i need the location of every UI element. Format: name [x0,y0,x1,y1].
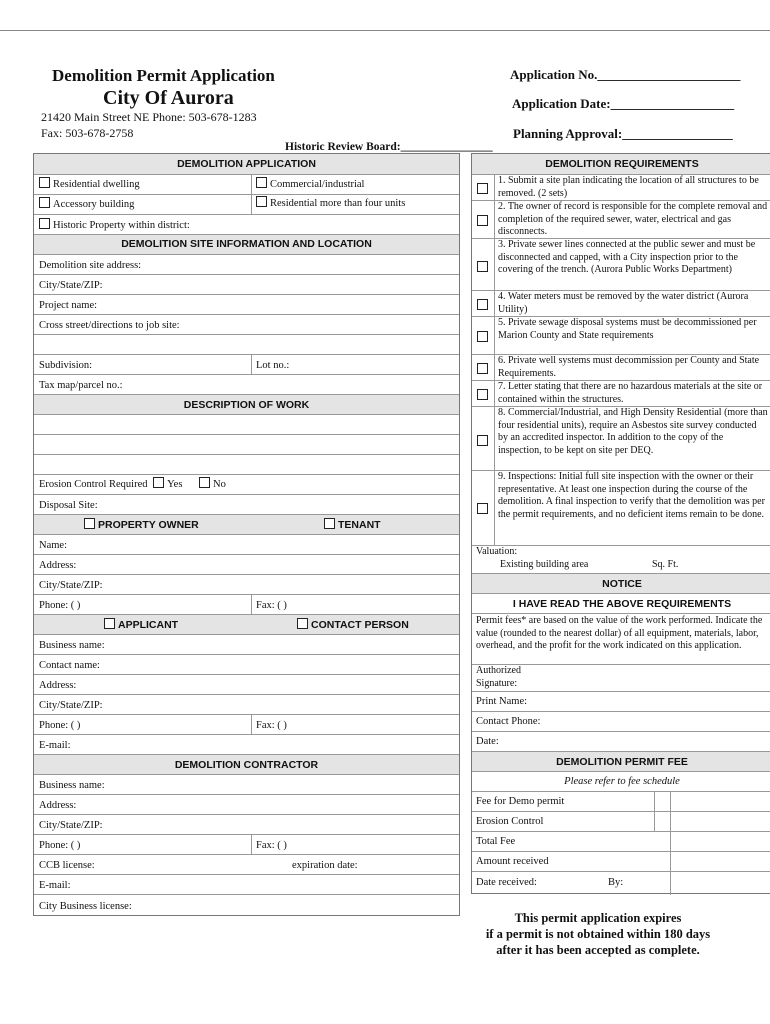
requirement-1-text: 1. Submit a site plan indicating the location of all structures to be removed. (2 sets) [498,175,759,199]
historic-property-label: Historic Property within district: [53,220,190,231]
subdivision-row [34,354,459,374]
date-received-row [472,871,770,893]
subdivision-field[interactable]: Subdivision: [39,360,93,371]
requirement-item [472,290,770,316]
top-rule [0,30,770,31]
existing-area-label: Existing building area [500,558,589,570]
requirement-2-text: 2. The owner of record is responsible for the complete removal and completion of the required sewer, water, electrical and gas disconnects. [498,201,768,238]
requirement-5-checkbox[interactable] [477,331,488,342]
requirement-2-checkbox[interactable] [477,215,488,226]
requirement-7-text: 7. Letter stating that there are no hazardous materials at the site or contained within the structures. [498,381,763,405]
contractor-address-field[interactable]: Address: [34,794,459,814]
fee-demo-permit-row[interactable]: Fee for Demo permit [472,791,770,811]
office-fax: Fax: 503-678-2758 [41,126,134,140]
residential-four-units-label: Residential more than four units [270,198,406,209]
valuation-block[interactable] [472,545,770,573]
have-read-requirements: I HAVE READ THE ABOVE REQUIREMENTS [472,593,770,613]
cross-street-field[interactable]: Cross street/directions to job site: [34,314,459,334]
section-demolition-requirements: DEMOLITION REQUIREMENTS [472,154,770,174]
requirement-3-text: 3. Private sewer lines connected at the public sewer and must be disconnected and capped, with a City inspection prior to the covering of the trench. (Aurora Public Works Department) [498,239,756,276]
applicant-address-field[interactable]: Address: [34,674,459,694]
applicant-contact-header [34,614,459,634]
tenant-checkbox[interactable] [324,518,335,529]
city-business-license-field[interactable]: City Business license: [34,894,459,916]
residential-dwelling-checkbox[interactable] [39,177,50,188]
property-owner-checkbox[interactable] [84,518,95,529]
owner-phone-field[interactable]: Phone: ( ) [39,600,81,611]
applicant-label: APPLICANT [118,619,179,631]
owner-city-state-zip-field[interactable]: City/State/ZIP: [34,574,459,594]
signature-field[interactable] [472,664,770,691]
office-address: 21420 Main Street NE Phone: 503-678-1283 [41,110,257,124]
valuation-label: Valuation: [476,546,518,557]
disposal-site-field[interactable]: Disposal Site: [34,494,459,514]
requirement-8-checkbox[interactable] [477,435,488,446]
section-site-information: DEMOLITION SITE INFORMATION AND LOCATION [34,234,459,254]
accessory-building-checkbox[interactable] [39,197,50,208]
erosion-no-checkbox[interactable] [199,477,210,488]
amount-received-row[interactable]: Amount received [472,851,770,871]
requirement-7-checkbox[interactable] [477,389,488,400]
contractor-city-state-zip-field[interactable]: City/State/ZIP: [34,814,459,834]
erosion-yes-label: Yes [167,479,183,490]
property-owner-label: PROPERTY OWNER [98,519,199,531]
expiration-line-1: This permit application expires [514,911,682,925]
total-fee-row[interactable]: Total Fee [472,831,770,851]
city-name: City Of Aurora [103,87,234,109]
description-line-1[interactable] [34,414,459,434]
contact-person-checkbox[interactable] [297,618,308,629]
requirement-8-text: 8. Commercial/Industrial, and High Density Residential (more than four residential units), require an Asbestos site survey conducted by an accredited inspector. In addition to the copy of the inspection, to be kept on site per DEQ. [498,407,768,456]
tenant-label: TENANT [338,519,381,531]
contact-phone-field[interactable]: Contact Phone: [472,711,770,731]
planning-approval: Planning Approval:_________________ [513,126,733,141]
owner-tenant-header [34,514,459,534]
residential-four-units-checkbox[interactable] [256,196,267,207]
date-received-field[interactable]: Date received: [476,877,537,888]
requirement-9-text: 9. Inspections: Initial full site inspection with the owner or their representative. At least one inspection during the course of the demolition. A final inspection to verify that the demolition was per the permit requirements, and no deficient items remain to be done. [498,471,765,520]
commercial-industrial-checkbox[interactable] [256,177,267,188]
authorized-label: Authorized [476,665,521,676]
lot-number-field[interactable]: Lot no.: [256,360,290,371]
section-demolition-contractor: DEMOLITION CONTRACTOR [34,754,459,774]
notice-heading: NOTICE [472,573,770,593]
applicant-fax-field[interactable]: Fax: ( ) [256,720,287,731]
fee-erosion-control-row[interactable]: Erosion Control [472,811,770,831]
application-date: Application Date:___________________ [512,96,735,111]
date-field[interactable]: Date: [472,731,770,751]
building-type-row-1 [34,174,459,194]
contact-person-label: CONTACT PERSON [311,619,409,631]
contractor-business-name-field[interactable]: Business name: [34,774,459,794]
applicant-phone-row [34,714,459,734]
expiration-line-2: if a permit is not obtained within 180 days [485,927,711,941]
applicant-city-state-zip-field[interactable]: City/State/ZIP: [34,694,459,714]
description-line-3[interactable] [34,454,459,474]
ccb-license-field[interactable]: CCB license: [39,860,95,871]
requirement-item [472,238,770,290]
expiration-date-field[interactable]: expiration date: [292,860,358,871]
tax-map-field[interactable]: Tax map/parcel no.: [34,374,459,394]
historic-property-row [34,214,459,234]
contractor-email-field[interactable]: E-mail: [34,874,459,894]
erosion-control-row [34,474,459,494]
requirement-6-text: 6. Private well systems must decommission per County and State Requirements. [498,355,760,379]
requirement-item [472,470,770,545]
application-number: Application No.______________________ [510,67,741,82]
fee-schedule-note: Please refer to fee schedule [472,771,770,791]
requirement-5-text: 5. Private sewage disposal systems must be decommissioned per Marion County and State requirements [498,317,757,341]
permit-fees-notice: Permit fees* are based on the value of the work performed. Indicate the value (rounded to the nearest dollar) of all equipment, materials, labor, overhead, and the profit for the work indicated on this application. [472,613,770,664]
form-title: Demolition Permit Application [52,66,275,85]
requirement-item [472,354,770,380]
received-by-field[interactable]: By: [608,877,624,888]
requirement-item [472,406,770,470]
requirement-4-text: 4. Water meters must be removed by the water district (Aurora Utility) [498,291,749,315]
ccb-license-row [34,854,459,874]
contractor-fax-field[interactable]: Fax: ( ) [256,840,287,851]
right-form [471,153,770,894]
requirement-item [472,380,770,406]
owner-fax-field[interactable]: Fax: ( ) [256,600,287,611]
requirement-1-checkbox[interactable] [477,183,488,194]
applicant-checkbox[interactable] [104,618,115,629]
historic-property-checkbox[interactable] [39,218,50,229]
expiration-notice [471,910,725,958]
sq-ft-label: Sq. Ft. [652,558,679,570]
site-city-state-zip-field[interactable]: City/State/ZIP: [34,274,459,294]
applicant-email-field[interactable]: E-mail: [34,734,459,754]
residential-dwelling-label: Residential dwelling [53,179,140,190]
owner-name-field[interactable]: Name: [34,534,459,554]
requirement-6-checkbox[interactable] [477,363,488,374]
cross-street-continued[interactable] [34,334,459,354]
description-line-2[interactable] [34,434,459,454]
commercial-industrial-label: Commercial/industrial [270,179,365,190]
owner-phone-row [34,594,459,614]
applicant-phone-field[interactable]: Phone: ( ) [39,720,81,731]
owner-address-field[interactable]: Address: [34,554,459,574]
section-demolition-application: DEMOLITION APPLICATION [34,154,459,174]
print-name-field[interactable]: Print Name: [472,691,770,711]
section-description-of-work: DESCRIPTION OF WORK [34,394,459,414]
requirement-3-checkbox[interactable] [477,261,488,272]
signature-label: Signature: [476,677,518,689]
requirement-9-checkbox[interactable] [477,503,488,514]
accessory-building-label: Accessory building [53,199,135,210]
requirement-item [472,200,770,238]
requirement-4-checkbox[interactable] [477,299,488,310]
erosion-control-label: Erosion Control Required [39,479,148,490]
historic-review-board: Historic Review Board:________________ [285,141,493,153]
expiration-line-3: after it has been accepted as complete. [496,943,700,957]
left-form [33,153,460,916]
existing-area-line [476,559,770,572]
contractor-phone-field[interactable]: Phone: ( ) [39,840,81,851]
applicant-contact-name-field[interactable]: Contact name: [34,654,459,674]
contractor-phone-row [34,834,459,854]
section-permit-fee: DEMOLITION PERMIT FEE [472,751,770,771]
erosion-yes-checkbox[interactable] [153,477,164,488]
applicant-business-name-field[interactable]: Business name: [34,634,459,654]
site-address-field[interactable]: Demolition site address: [34,254,459,274]
requirement-item [472,316,770,354]
requirement-item [472,174,770,200]
building-type-row-2 [34,194,459,214]
project-name-field[interactable]: Project name: [34,294,459,314]
erosion-no-label: No [213,479,226,490]
